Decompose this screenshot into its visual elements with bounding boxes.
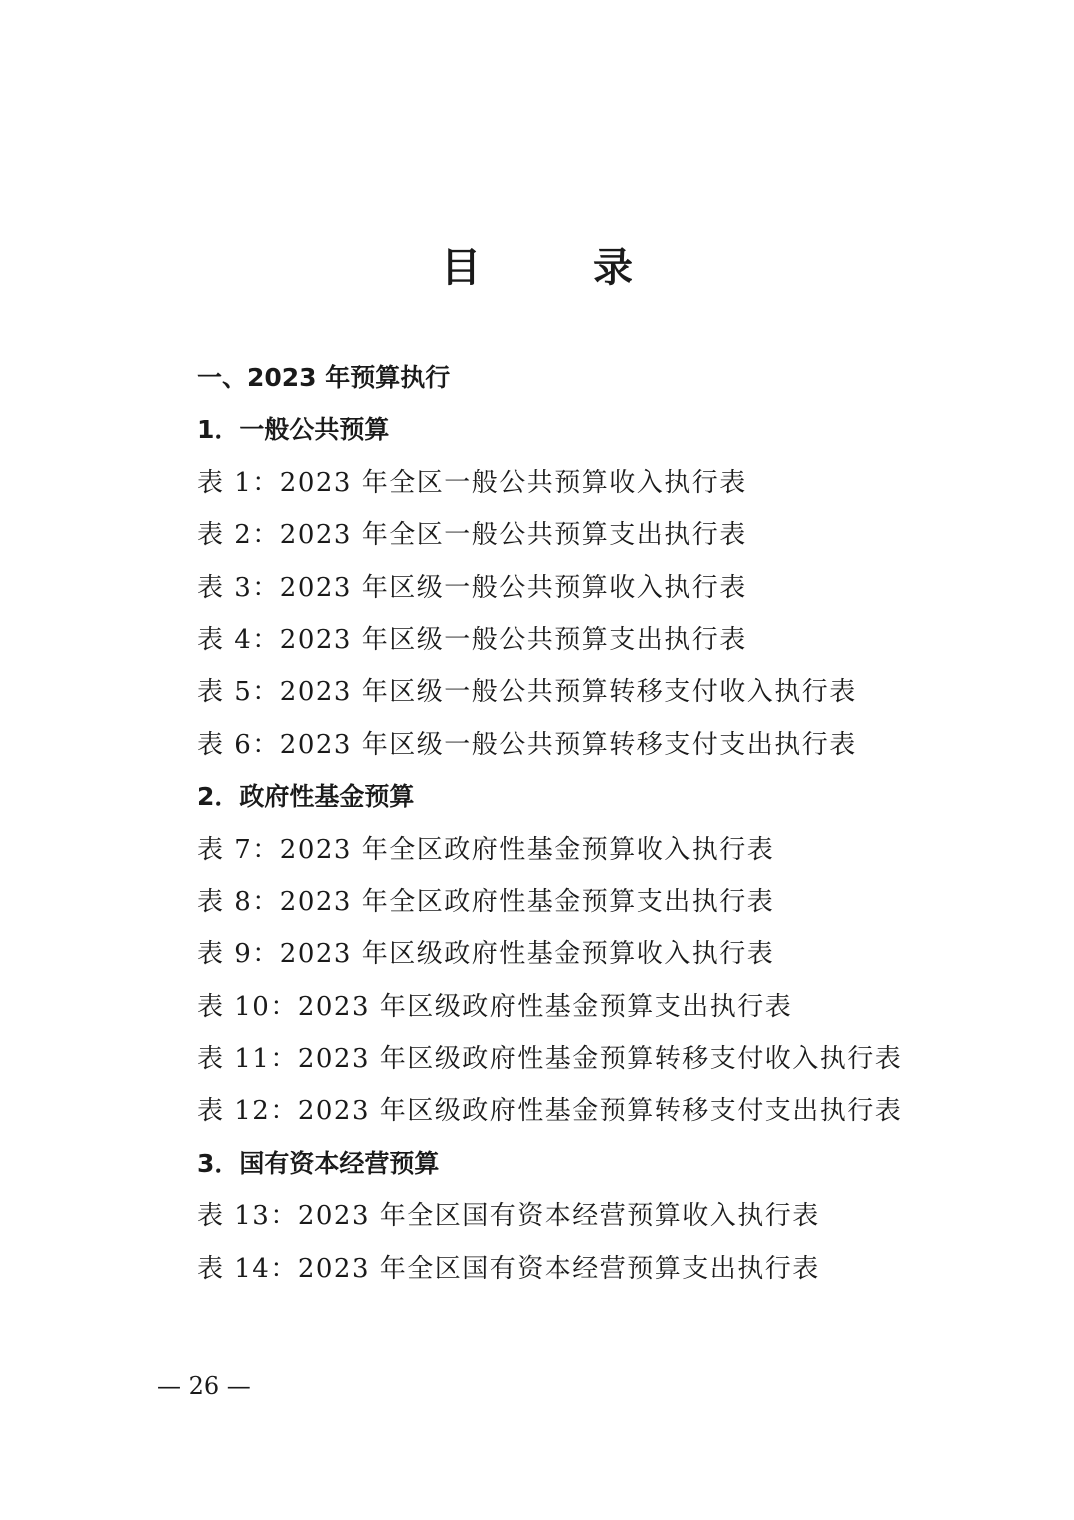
toc-entry: 表 8：2023 年全区政府性基金预算支出执行表	[197, 886, 775, 917]
toc-entry: 表 11：2023 年区级政府性基金预算转移支付收入执行表	[197, 1044, 903, 1075]
toc-entry: 表 1：2023 年全区一般公共预算收入执行表	[197, 467, 747, 498]
toc-entry: 表 5：2023 年区级一般公共预算转移支付收入执行表	[197, 677, 857, 708]
toc-entry: 表 14：2023 年全区国有资本经营预算支出执行表	[197, 1253, 820, 1284]
page-title: 目 录	[441, 244, 669, 291]
toc-entry: 表 10：2023 年区级政府性基金预算支出执行表	[197, 991, 793, 1022]
toc-entry: 表 6：2023 年区级一般公共预算转移支付支出执行表	[197, 729, 857, 760]
page-number: — 26 —	[157, 1372, 251, 1400]
table-of-contents	[197, 352, 957, 1295]
toc-entry: 表 9：2023 年区级政府性基金预算收入执行表	[197, 939, 775, 970]
toc-entry: 表 7：2023 年全区政府性基金预算收入执行表	[197, 834, 775, 865]
toc-entry: 表 2：2023 年全区一般公共预算支出执行表	[197, 520, 747, 551]
toc-entry: 表 3：2023 年区级一般公共预算收入执行表	[197, 572, 747, 603]
toc-entry: 表 12：2023 年区级政府性基金预算转移支付支出执行表	[197, 1096, 903, 1127]
toc-subsection-heading: 3．国有资本经营预算	[197, 1148, 440, 1178]
toc-entry: 表 13：2023 年全区国有资本经营预算收入执行表	[197, 1201, 820, 1232]
toc-entry: 表 4：2023 年区级一般公共预算支出执行表	[197, 624, 747, 655]
toc-section-heading: 一、2023 年预算执行	[197, 363, 451, 392]
toc-subsection-heading: 2．政府性基金预算	[197, 782, 415, 812]
toc-subsection-heading: 1．一般公共预算	[197, 415, 390, 445]
